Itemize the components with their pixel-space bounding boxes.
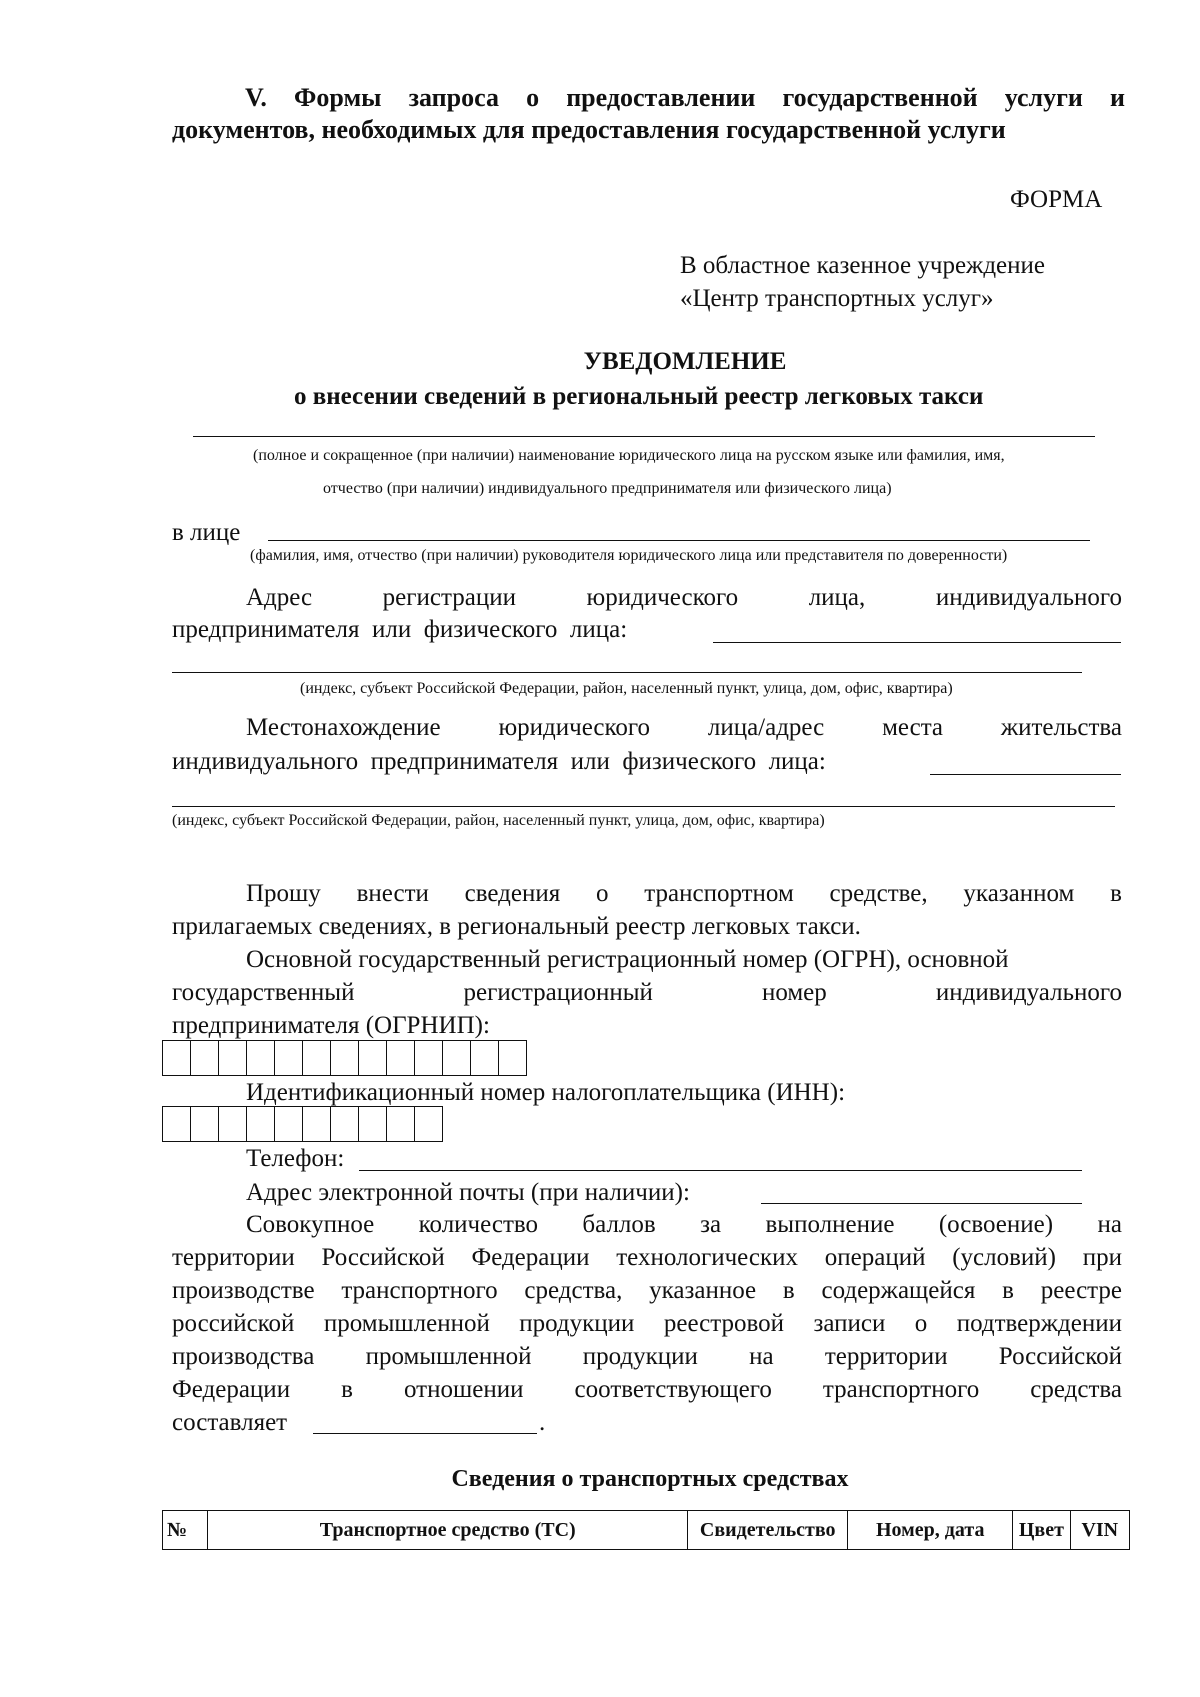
score-line-5: производства промышленной продукции на территории Российской bbox=[172, 1343, 1122, 1370]
location-hint: (индекс, субъект Российской Федерации, район, населенный пункт, улица, дом, офис, квартира) bbox=[172, 812, 825, 829]
digit-cell[interactable] bbox=[275, 1107, 303, 1141]
header-number-date: Номер, дата bbox=[848, 1511, 1013, 1550]
addressee-line-1: В областное казенное учреждение bbox=[680, 252, 1046, 279]
vehicles-header-row bbox=[163, 1511, 1130, 1550]
digit-cell[interactable] bbox=[331, 1041, 359, 1075]
score-line-2: территории Российской Федерации технологических операций (условий) при bbox=[172, 1244, 1122, 1271]
digit-cell[interactable] bbox=[219, 1107, 247, 1141]
digit-cell[interactable] bbox=[331, 1107, 359, 1141]
digit-cell[interactable] bbox=[443, 1041, 471, 1075]
header-color: Цвет bbox=[1013, 1511, 1070, 1550]
vehicles-table bbox=[162, 1510, 1130, 1550]
digit-cell[interactable] bbox=[415, 1107, 443, 1141]
reg-address-input-line[interactable] bbox=[713, 642, 1121, 643]
digit-cell[interactable] bbox=[387, 1107, 415, 1141]
score-input-line[interactable] bbox=[313, 1433, 537, 1434]
digit-cell[interactable] bbox=[359, 1041, 387, 1075]
digit-cell[interactable] bbox=[471, 1041, 499, 1075]
email-input-line[interactable] bbox=[761, 1203, 1082, 1204]
addressee-line-2: «Центр транспортных услуг» bbox=[680, 285, 994, 312]
digit-cell[interactable] bbox=[191, 1107, 219, 1141]
applicant-name-line[interactable] bbox=[193, 436, 1095, 437]
score-line-6: Федерации в отношении соответствующего транспортного средства bbox=[172, 1376, 1122, 1403]
phone-input-line[interactable] bbox=[359, 1170, 1082, 1171]
ogrn-line-2: государственный регистрационный номер индивидуального bbox=[172, 979, 1122, 1006]
digit-cell[interactable] bbox=[191, 1041, 219, 1075]
reg-address-line-2: предпринимателя или физического лица: bbox=[172, 616, 628, 643]
digit-cell[interactable] bbox=[247, 1041, 275, 1075]
score-line-3: производстве транспортного средства, указанное в содержащейся в реестре bbox=[172, 1277, 1122, 1304]
digit-cell[interactable] bbox=[303, 1041, 331, 1075]
location-line-1: Местонахождение юридического лица/адрес места жительства bbox=[246, 714, 1122, 741]
applicant-name-hint-1: (полное и сокращенное (при наличии) наименование юридического лица на русском языке или фамилия, имя, bbox=[253, 447, 1005, 464]
score-period: . bbox=[539, 1409, 546, 1436]
digit-cell[interactable] bbox=[247, 1107, 275, 1141]
inn-cells[interactable] bbox=[162, 1106, 443, 1142]
location-line-2: индивидуального предпринимателя или физического лица: bbox=[172, 748, 826, 775]
score-line-1: Совокупное количество баллов за выполнение (освоение) на bbox=[246, 1211, 1122, 1238]
digit-cell[interactable] bbox=[275, 1041, 303, 1075]
request-line-2: прилагаемых сведениях, в региональный реестр легковых такси. bbox=[172, 913, 861, 940]
ogrn-cells[interactable] bbox=[162, 1040, 527, 1076]
reg-address-line-1: Адрес регистрации юридического лица, индивидуального bbox=[246, 584, 1122, 611]
digit-cell[interactable] bbox=[219, 1041, 247, 1075]
representative-hint: (фамилия, имя, отчество (при наличии) руководителя юридического лица или представителя по доверенности) bbox=[250, 547, 1008, 564]
header-vehicle: Транспортное средство (ТС) bbox=[208, 1511, 688, 1550]
digit-cell[interactable] bbox=[163, 1041, 191, 1075]
reg-address-full-line[interactable] bbox=[172, 672, 1082, 673]
representative-line[interactable] bbox=[268, 540, 1090, 541]
reg-address-hint: (индекс, субъект Российской Федерации, район, населенный пункт, улица, дом, офис, квартира) bbox=[300, 680, 953, 697]
email-label: Адрес электронной почты (при наличии): bbox=[246, 1179, 690, 1206]
digit-cell[interactable] bbox=[303, 1107, 331, 1141]
form-label: ФОРМА bbox=[1010, 186, 1103, 213]
section-title-line-2: документов, необходимых для предоставления государственной услуги bbox=[172, 115, 1006, 144]
digit-cell[interactable] bbox=[415, 1041, 443, 1075]
score-line-4: российской промышленной продукции реестровой записи о подтверждении bbox=[172, 1310, 1122, 1337]
inn-label: Идентификационный номер налогоплательщика (ИНН): bbox=[246, 1079, 846, 1106]
ogrn-line-1: Основной государственный регистрационный номер (ОГРН), основной bbox=[246, 946, 1009, 973]
vehicles-title: Сведения о транспортных средствах bbox=[451, 1466, 849, 1492]
location-input-line[interactable] bbox=[930, 774, 1121, 775]
digit-cell[interactable] bbox=[359, 1107, 387, 1141]
header-number: № bbox=[163, 1511, 208, 1550]
in-person-label: в лице bbox=[172, 519, 241, 546]
notice-subtitle: о внесении сведений в региональный реестр легковых такси bbox=[294, 383, 984, 410]
score-line-7: составляет bbox=[172, 1409, 288, 1436]
digit-cell[interactable] bbox=[387, 1041, 415, 1075]
header-certificate: Свидетельство bbox=[688, 1511, 848, 1550]
location-full-line[interactable] bbox=[172, 806, 1115, 807]
phone-label: Телефон: bbox=[246, 1145, 345, 1172]
header-vin: VIN bbox=[1070, 1511, 1129, 1550]
digit-cell[interactable] bbox=[499, 1041, 527, 1075]
notice-title: УВЕДОМЛЕНИЕ bbox=[583, 348, 787, 375]
ogrn-line-3: предпринимателя (ОГРНИП): bbox=[172, 1012, 490, 1039]
section-title-line-1: V. Формы запроса о предоставлении государственной услуги и bbox=[245, 83, 1125, 112]
applicant-name-hint-2: отчество (при наличии) индивидуального предпринимателя или физического лица) bbox=[323, 480, 892, 497]
digit-cell[interactable] bbox=[163, 1107, 191, 1141]
request-line-1: Прошу внести сведения о транспортном средстве, указанном в bbox=[246, 880, 1122, 907]
